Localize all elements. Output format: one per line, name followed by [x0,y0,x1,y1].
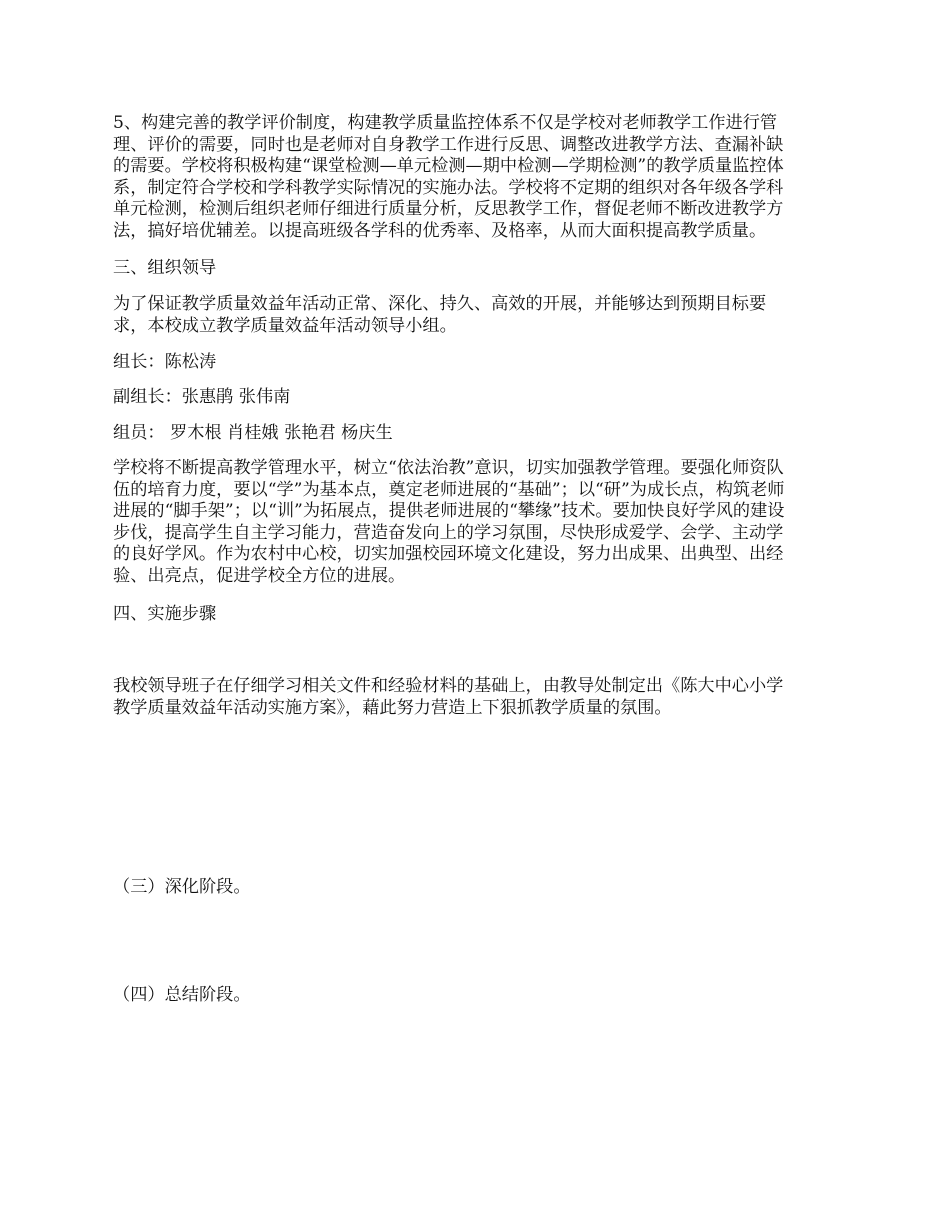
text-line: 求，本校成立教学质量效益年活动领导小组。 [113,315,457,336]
paragraph-evaluation-system [113,113,843,242]
heading-implementation-steps [113,604,843,626]
text-line: 步伐，提高学生自主学习能力，营造奋发向上的学习氛围，尽快形成爱学、会学、主动学 [113,522,784,543]
text-line: 的需要。学校将积极构建“课堂检测—单元检测—期中检测—学期检测”的教学质量监控体 [113,156,784,176]
members-line [113,423,843,445]
text-line: 教学质量效益年活动实施方案》，藉此努力营造上下狠抓教学质量的氛围。 [113,697,672,718]
vice-leader-text: 副组长：张惠鹃 张伟南 [113,387,291,407]
stage-text: （三）深化阶段。 [113,877,251,897]
leader-line [113,352,843,374]
vice-leader-line [113,387,843,409]
text-line: 我校领导班子在仔细学习相关文件和经验材料的基础上，由教导处制定出《陈大中心小学 [113,676,784,696]
heading-text: 四、实施步骤 [113,604,217,624]
text-line: 进展的“脚手架”；以“训”为拓展点，提供老师进展的“攀缘”技术。要加快良好学风的建设 [113,501,785,521]
text-line: 的良好学风。作为农村中心校，切实加强校园环境文化建设，努力出成果、出典型、出经 [113,544,784,564]
members-text: 组员： 罗木根 肖桂娥 张艳君 杨庆生 [113,423,393,443]
heading-text: 三、组织领导 [113,258,217,278]
paragraph-management [113,458,843,587]
text-line: 为了保证教学质量效益年活动正常、深化、持久、高效的开展，并能够达到预期目标要 [113,294,767,314]
text-line: 5、构建完善的教学评价制度，构建教学质量监控体系不仅是学校对老师教学工作进行管 [113,113,778,133]
text-line: 伍的培育力度，要以“学”为基本点，奠定老师进展的“基础”；以“研”为成长点，构筑老师 [113,479,785,500]
text-line: 学校将不断提高教学管理水平，树立“依法治教”意识，切实加强教学管理。要强化师资队 [113,458,784,478]
stage-summary [113,985,843,1007]
text-line: 法，搞好培优辅差。以提高班级各学科的优秀率、及格率，从而大面积提高教学质量。 [113,220,767,241]
stage-deepening [113,877,843,899]
stage-text: （四）总结阶段。 [113,985,251,1005]
text-line: 单元检测，检测后组织老师仔细进行质量分析，反思教学工作，督促老师不断改进教学方 [113,199,784,219]
paragraph-organization [113,294,843,337]
text-line: 验、出亮点，促进学校全方位的进展。 [113,565,406,586]
text-line: 理、评价的需要，同时也是老师对自身教学工作进行反思、调整改进教学方法、查漏补缺 [113,134,784,155]
text-line: 系，制定符合学校和学科教学实际情况的实施办法。学校将不定期的组织对各年级各学科 [113,177,784,198]
leader-text: 组长：陈松涛 [113,352,217,372]
paragraph-steps [113,676,843,719]
heading-organization-leadership [113,258,843,280]
